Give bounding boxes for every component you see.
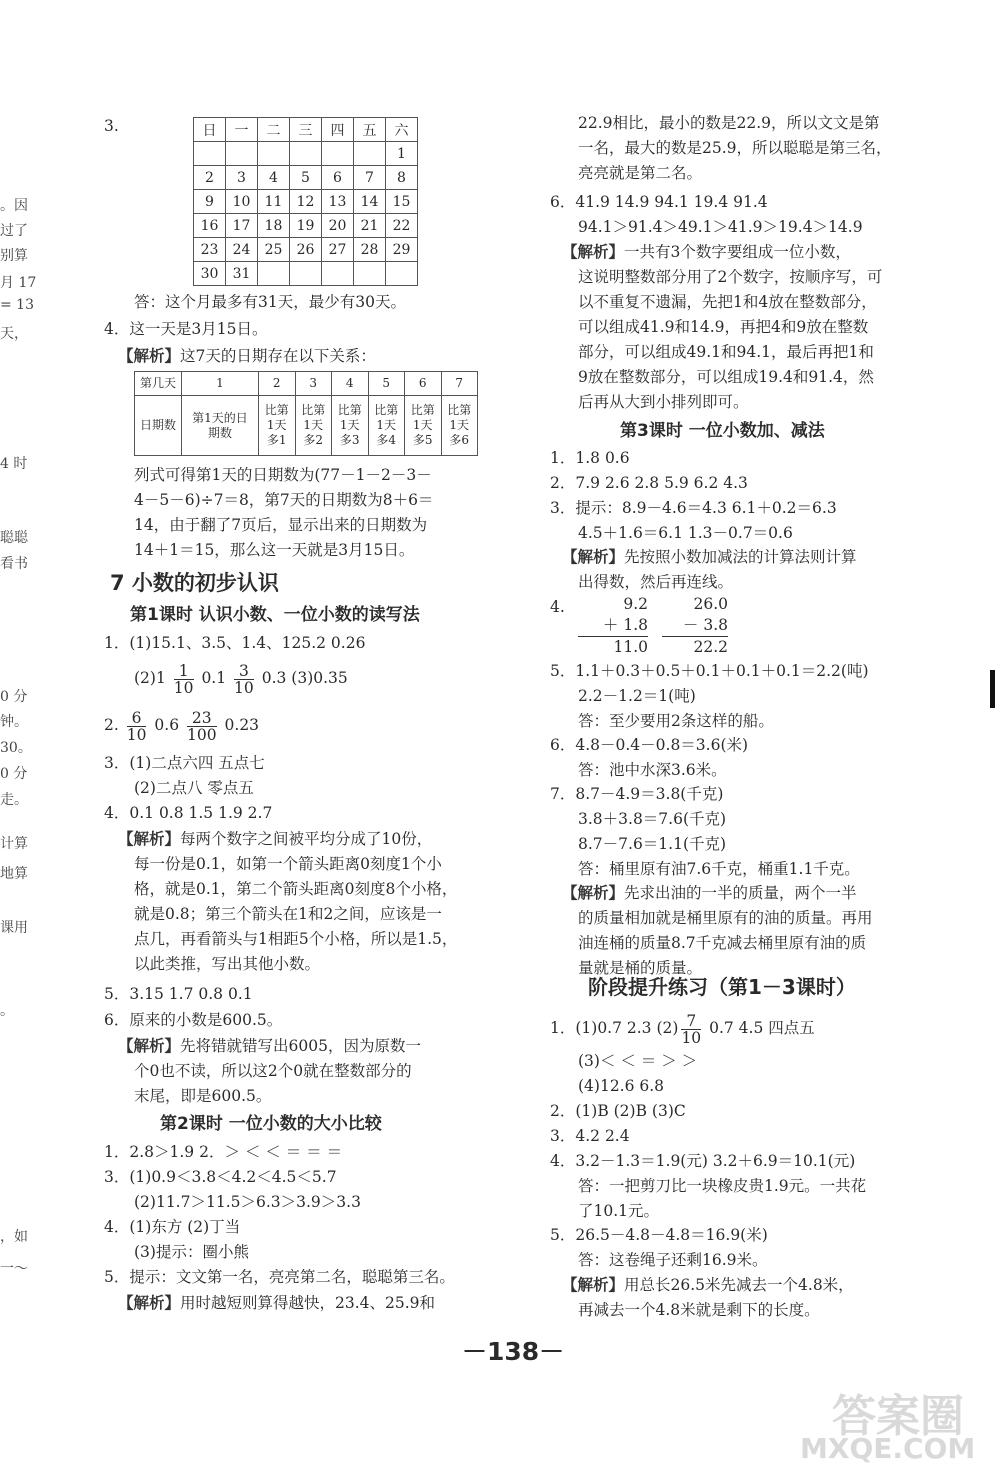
relation-cell: 5 — [368, 372, 405, 396]
calendar-row — [194, 238, 418, 262]
numerator: 3 — [234, 663, 254, 680]
calendar-cell: 30 — [194, 262, 226, 286]
body-line: 列式可得第1天的日期数为(77－1－2－3－ — [134, 466, 432, 484]
answer-line: 2．(1)B (2)B (3)C — [550, 1102, 686, 1120]
analysis-tag: 【解析】 — [118, 830, 181, 848]
calendar-cell: 日 — [194, 118, 226, 142]
section-title: 7 小数的初步认识 — [110, 571, 279, 595]
calendar-header-row — [194, 118, 418, 142]
question-number: 4. — [550, 598, 565, 616]
calc-result: 22.2 — [662, 636, 728, 658]
denominator: 10 — [126, 725, 147, 744]
body-line: 亮亮就是第二名。 — [578, 164, 703, 182]
lesson-title: 第2课时 一位小数的大小比较 — [160, 1114, 382, 1134]
edge-text: 别算 — [0, 248, 28, 264]
numerator: 23 — [187, 710, 217, 727]
body-line: 点几，再看箭头与1相距5个小格，所以是1.5， — [134, 930, 458, 948]
answer-line: 4．这一天是3月15日。 — [104, 320, 268, 338]
relation-row — [135, 372, 478, 396]
relation-cell: 6 — [405, 372, 442, 396]
analysis-text: 每两个数字之间被平均分成了10份， — [180, 830, 433, 848]
watermark-url: MXQE.COM — [800, 1432, 976, 1465]
calendar-cell: 5 — [290, 166, 322, 190]
calendar-cell: 一 — [226, 118, 258, 142]
body-line: 末尾，即是600.5。 — [134, 1087, 272, 1105]
edge-text: 0 分 — [0, 766, 28, 782]
calendar-cell: 6 — [322, 166, 354, 190]
calc-line: ＋ 1.8 — [602, 616, 648, 634]
numerator: 7 — [681, 1013, 701, 1030]
relation-cell: 第1天的日期数 — [182, 396, 259, 456]
calendar-cell: 18 — [258, 214, 290, 238]
calendar-cell: 7 — [354, 166, 386, 190]
text-fragment: 0.6 — [154, 716, 180, 734]
answer-line: 2.2－1.2＝1(吨) — [578, 687, 696, 705]
page-edge-mark — [990, 670, 995, 708]
calendar-cell: 28 — [354, 238, 386, 262]
calendar-cell: 16 — [194, 214, 226, 238]
page-number: －138－ — [462, 1337, 565, 1366]
body-line: 量就是桶的质量。 — [578, 959, 703, 977]
text-fragment: 1．(1)0.7 2.3 (2) — [550, 1019, 679, 1037]
body-line: 22.9相比，最小的数是22.9，所以文文是第 — [578, 114, 880, 132]
relation-row — [135, 396, 478, 456]
edge-text: 聪聪 — [0, 530, 28, 546]
edge-text: 看书 — [0, 556, 28, 572]
calendar-cell: 六 — [386, 118, 418, 142]
body-line: 油连桶的质量8.7千克减去桶里原有油的质 — [578, 934, 867, 952]
body-line: 以不重复不遗漏，先把1和4放在整数部分， — [578, 293, 877, 311]
analysis-text: 先将错就错写出6005，因为原数一 — [180, 1037, 421, 1055]
relation-cell: 4 — [332, 372, 369, 396]
analysis-text: 一共有3个数字要组成一位小数， — [624, 243, 851, 261]
answer-line: 94.1＞91.4＞49.1＞41.9＞19.4＞14.9 — [578, 218, 863, 236]
answer-line: 3．(1)二点六四 五点七 — [104, 754, 265, 772]
calendar-cell: 27 — [322, 238, 354, 262]
calendar-cell — [290, 262, 322, 286]
body-line: 后再从大到小排列即可。 — [578, 393, 749, 411]
analysis-line — [118, 345, 376, 367]
body-line: 9放在整数部分，可以组成19.4和91.4，然 — [578, 368, 874, 386]
calc-line: 26.0 — [693, 595, 728, 613]
analysis-tag: 【解析】 — [562, 243, 625, 261]
fraction — [174, 663, 194, 696]
edge-text: 地算 — [0, 866, 28, 882]
analysis-text: 用总长26.5米先减去一个4.8米， — [624, 1276, 854, 1294]
answer-line: 了10.1元。 — [578, 1202, 660, 1220]
edge-text: 一～ — [0, 1261, 28, 1277]
edge-text: 课用 — [0, 920, 28, 936]
answer-line: 5．3.15 1.7 0.8 0.1 — [104, 985, 253, 1003]
relation-cell: 比第1天多5 — [405, 396, 442, 456]
calendar-cell: 四 — [322, 118, 354, 142]
lesson-title: 第3课时 一位小数加、减法 — [620, 421, 825, 441]
answer-line: 3.8＋3.8＝7.6(千克) — [578, 810, 727, 828]
calendar-cell — [226, 142, 258, 166]
relation-cell: 2 — [259, 372, 296, 396]
calendar-cell: 21 — [354, 214, 386, 238]
denominator: 10 — [681, 1028, 702, 1047]
calendar-cell — [258, 262, 290, 286]
analysis-line — [118, 828, 432, 850]
calendar-cell: 24 — [226, 238, 258, 262]
relation-cell: 比第1天多6 — [441, 396, 478, 456]
answer-line: 答：桶里原有油7.6千克，桶重1.1千克。 — [578, 860, 860, 878]
edge-text: 走。 — [0, 792, 28, 808]
calendar-row — [194, 142, 418, 166]
calendar-cell — [194, 142, 226, 166]
calendar-cell: 8 — [386, 166, 418, 190]
relation-cell: 7 — [441, 372, 478, 396]
relation-cell: 比第1天多1 — [259, 396, 296, 456]
calendar-cell: 23 — [194, 238, 226, 262]
calendar-cell: 11 — [258, 190, 290, 214]
calendar-cell: 10 — [226, 190, 258, 214]
body-line: 的质量相加就是桶里原有的油的质量。再用 — [578, 909, 873, 927]
answer-line: 6．4.8－0.4－0.8＝3.6(米) — [550, 736, 749, 754]
calc-result: 11.0 — [578, 636, 648, 658]
relation-cell: 比第1天多4 — [368, 396, 405, 456]
answer-line: (4)12.6 6.8 — [578, 1077, 665, 1095]
answer-line: 答：至少要用2条这样的船。 — [578, 712, 774, 730]
answer-line: 1．1.8 0.6 — [550, 449, 630, 467]
fraction — [234, 663, 254, 696]
analysis-line — [562, 1274, 854, 1296]
answer-line: 4．3.2－1.3＝1.9(元) 3.2＋6.9＝10.1(元) — [550, 1152, 856, 1170]
analysis-line — [562, 241, 851, 263]
answer-line: 3．(1)0.9＜3.8＜4.2＜4.5＜5.7 — [104, 1168, 337, 1186]
calendar-row — [194, 190, 418, 214]
fraction — [127, 710, 147, 743]
edge-text: 。 — [0, 1003, 14, 1019]
calendar-cell: 3 — [226, 166, 258, 190]
calendar-cell: 26 — [290, 238, 322, 262]
edge-text: 天， — [0, 326, 28, 342]
answer-line: (3)＜ ＜ ＝ ＞ ＞ — [578, 1052, 698, 1070]
calendar-cell: 31 — [226, 262, 258, 286]
relation-cell: 比第1天多2 — [295, 396, 332, 456]
analysis-text: 先按照小数加减法的计算法则计算 — [624, 548, 857, 566]
calendar-cell: 19 — [290, 214, 322, 238]
denominator: 10 — [173, 678, 194, 697]
answer-line: 答：一把剪刀比一块橡皮贵1.9元。一共花 — [578, 1177, 867, 1195]
text-fragment: 0.7 4.5 四点五 — [709, 1019, 815, 1037]
calendar-cell: 4 — [258, 166, 290, 190]
relation-cell: 1 — [182, 372, 259, 396]
answer-line: 4．(1)东方 (2)丁当 — [104, 1218, 241, 1236]
answer-line: 7．8.7－4.9＝3.8(千克) — [550, 785, 724, 803]
calendar-cell: 14 — [354, 190, 386, 214]
answer-line: 4.5＋1.6＝6.1 1.3－0.7＝0.6 — [578, 524, 793, 542]
answer-line: 8.7－7.6＝1.1(千克) — [578, 835, 727, 853]
calendar-cell: 9 — [194, 190, 226, 214]
calendar-cell: 22 — [386, 214, 418, 238]
answer-line: 6．41.9 14.9 94.1 19.4 91.4 — [550, 193, 768, 211]
calendar-cell: 二 — [258, 118, 290, 142]
answer-line: 答：这卷绳子还剩16.9米。 — [578, 1251, 768, 1269]
stage-title: 阶段提升练习（第1－3课时） — [588, 975, 856, 999]
body-line: 部分，可以组成49.1和94.1，最后再把1和 — [578, 343, 874, 361]
edge-text: 30。 — [0, 740, 32, 756]
analysis-line — [118, 1292, 435, 1314]
edge-text: ，如 — [0, 1229, 28, 1245]
calendar-cell: 25 — [258, 238, 290, 262]
vertical-addition — [578, 594, 648, 658]
calendar-cell: 2 — [194, 166, 226, 190]
body-line: 可以组成41.9和14.9，再把4和9放在整数 — [578, 318, 869, 336]
edge-text: 。因 — [0, 198, 28, 214]
vertical-subtraction — [662, 594, 728, 658]
answer-line: 4．0.1 0.8 1.5 1.9 2.7 — [104, 804, 273, 822]
analysis-tag: 【解析】 — [562, 884, 625, 902]
analysis-tag: 【解析】 — [562, 1276, 625, 1294]
body-line: 就是0.8；第三个箭头在1和2之间，应该是一 — [134, 905, 442, 923]
text-fragment: 0.23 — [224, 716, 260, 734]
calendar-cell — [322, 262, 354, 286]
calendar-cell — [354, 262, 386, 286]
edge-text: 0 分 — [0, 689, 28, 705]
analysis-tag: 【解析】 — [562, 548, 625, 566]
answer-line: 5．提示：文文第一名，亮亮第二名，聪聪第三名。 — [104, 1268, 455, 1286]
calendar-cell — [354, 142, 386, 166]
answer-line: (3)提示：圈小熊 — [134, 1243, 249, 1261]
answer-line: 5．26.5－4.8－4.8＝16.9(米) — [550, 1226, 768, 1244]
body-line: 出得数，然后再连线。 — [578, 573, 734, 591]
calendar-row — [194, 214, 418, 238]
analysis-tag: 【解析】 — [118, 1037, 181, 1055]
answer-line-fractions — [104, 705, 259, 745]
analysis-tag: 【解析】 — [118, 347, 181, 365]
calendar-cell: 17 — [226, 214, 258, 238]
analysis-line — [562, 882, 857, 904]
edge-text: 计算 — [0, 836, 28, 852]
day-relation-table — [134, 371, 478, 456]
relation-cell: 第几天 — [135, 372, 182, 396]
analysis-text: 先求出油的一半的质量，两个一半 — [624, 884, 857, 902]
answer-line: 5．1.1＋0.3＋0.5＋0.1＋0.1＋0.1＝2.2(吨) — [550, 662, 869, 680]
calendar-cell: 三 — [290, 118, 322, 142]
fraction — [681, 1013, 701, 1046]
denominator: 10 — [234, 678, 254, 697]
analysis-tag: 【解析】 — [118, 1294, 181, 1312]
body-line: 14，由于翻了7页后，显示出来的日期数为 — [134, 516, 428, 534]
answer-line-fractions — [134, 658, 348, 698]
calendar-cell: 12 — [290, 190, 322, 214]
fraction — [187, 710, 217, 743]
edge-text: 钟。 — [0, 714, 28, 730]
calendar-cell — [258, 142, 290, 166]
text-fragment: (2)1 — [134, 669, 166, 687]
calendar-cell: 五 — [354, 118, 386, 142]
body-line: 以此类推，写出其他小数。 — [134, 955, 321, 973]
question-number: 3. — [104, 117, 119, 135]
relation-cell: 3 — [295, 372, 332, 396]
relation-cell: 日期数 — [135, 396, 182, 456]
denominator: 100 — [187, 725, 217, 744]
answer-line: (2)11.7＞11.5＞6.3＞3.9＞3.3 — [134, 1193, 361, 1211]
edge-text: 4 时 — [0, 456, 28, 472]
calendar-cell — [386, 262, 418, 286]
calendar-answer: 答：这个月最多有31天，最少有30天。 — [134, 293, 406, 311]
edge-text: 过了 — [0, 223, 28, 239]
text-fragment: 0.1 — [201, 669, 227, 687]
relation-cell: 比第1天多3 — [332, 396, 369, 456]
calendar-cell: 15 — [386, 190, 418, 214]
body-line: 个0也不读，所以这2个0就在整数部分的 — [134, 1062, 412, 1080]
body-line: 再减去一个4.8米就是剩下的长度。 — [578, 1301, 820, 1319]
body-line: 14＋1＝15，那么这一天就是3月15日。 — [134, 541, 415, 559]
calc-line: 9.2 — [623, 595, 648, 613]
calendar-row — [194, 166, 418, 190]
left-edge-fragments — [0, 0, 40, 1300]
calendar-table — [193, 117, 418, 286]
calendar-cell: 20 — [322, 214, 354, 238]
answer-line: 3．4.2 2.4 — [550, 1127, 630, 1145]
answer-line: 1．2.8＞1.9 2．＞ ＜ ＜ ＝ ＝ ＝ — [104, 1143, 343, 1161]
body-line: 这说明整数部分用了2个数字，按顺序写，可 — [578, 268, 883, 286]
analysis-line — [118, 1035, 421, 1057]
answer-line-fractions — [550, 1008, 815, 1048]
analysis-line — [562, 546, 857, 568]
calendar-cell — [322, 142, 354, 166]
watermark-logo: 答案圈 — [832, 1391, 964, 1442]
body-line: 每一份是0.1，如第一个箭头距离0刻度1个小 — [134, 855, 442, 873]
text-fragment: 0.3 (3)0.35 — [261, 669, 348, 687]
answer-line: 1．(1)15.1、3.5、1.4、125.2 0.26 — [104, 634, 366, 652]
edge-text: 月 17 — [0, 275, 37, 291]
calendar-cell — [290, 142, 322, 166]
answer-line: 答：池中水深3.6米。 — [578, 761, 727, 779]
analysis-text: 这7天的日期存在以下关系： — [180, 347, 376, 365]
calendar-cell: 29 — [386, 238, 418, 262]
calendar-cell: 1 — [386, 142, 418, 166]
body-line: 格，就是0.1，第二个箭头距离0刻度8个小格， — [134, 880, 458, 898]
calc-line: － 3.8 — [682, 616, 728, 634]
lesson-title: 第1课时 认识小数、一位小数的读写法 — [130, 605, 420, 625]
calendar-cell: 13 — [322, 190, 354, 214]
answer-line: (2)二点八 零点五 — [134, 779, 254, 797]
numerator: 1 — [174, 663, 194, 680]
body-line: 4－5－6)÷7＝8，第7天的日期数为8＋6＝ — [134, 491, 434, 509]
edge-text: = 13 — [0, 297, 34, 313]
calendar-row — [194, 262, 418, 286]
answer-line: 3．提示：8.9－4.6＝4.3 6.1＋0.2＝6.3 — [550, 499, 837, 517]
body-line: 一名，最大的数是25.9，所以聪聪是第三名， — [578, 139, 892, 157]
answer-line: 2．7.9 2.6 2.8 5.9 6.2 4.3 — [550, 474, 748, 492]
text-fragment: 2. — [104, 716, 119, 734]
analysis-text: 用时越短则算得越快，23.4、25.9和 — [180, 1294, 436, 1312]
numerator: 6 — [127, 710, 147, 727]
answer-line: 6．原来的小数是600.5。 — [104, 1011, 283, 1029]
